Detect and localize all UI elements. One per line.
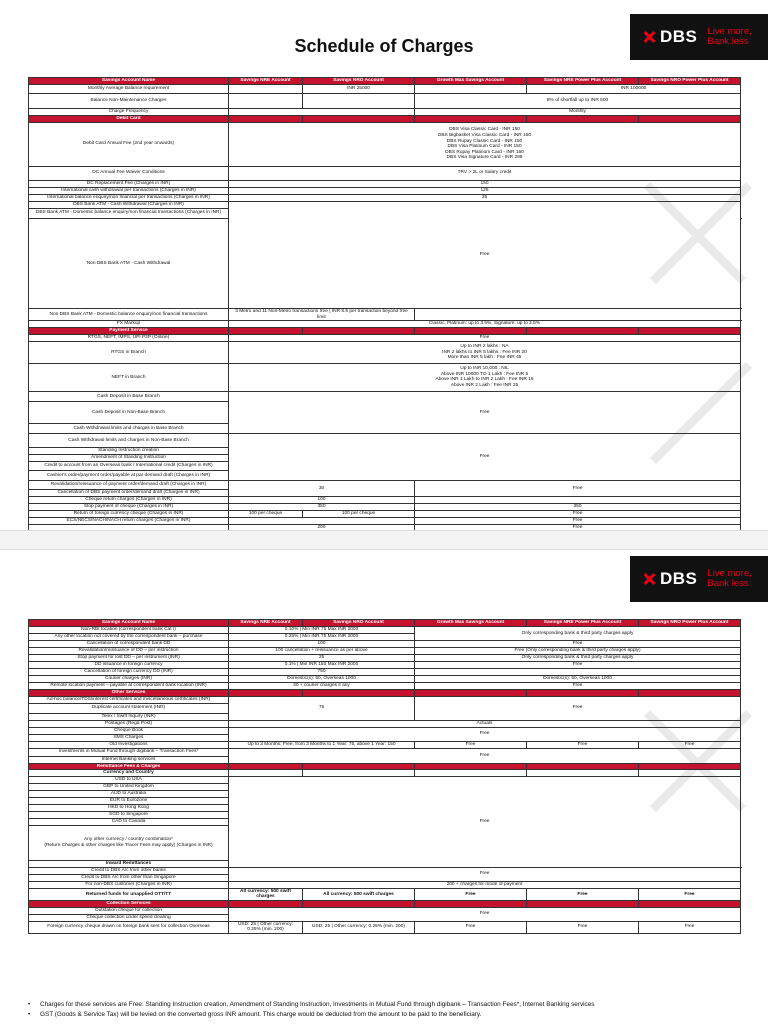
value-cell: Free <box>229 748 741 763</box>
value-cell: Free <box>415 641 741 648</box>
table-row <box>29 720 741 727</box>
column-header: Savings NRE Power Plus Account <box>527 78 639 85</box>
value-cell: Up to 3 Months: Free, from 3 Months to 1 Year: 75, above 1 Year: 150 <box>229 741 415 748</box>
row-label-cell: Internet Banking services <box>29 756 229 763</box>
section-header-row <box>29 116 741 123</box>
value-cell: Free <box>229 334 741 341</box>
row-label-cell: Amendment of Standing Instruction <box>29 454 229 461</box>
row-label-cell: Investments in Mutual Fund through digibank – Transaction Fees* <box>29 748 229 756</box>
row-label-cell: Postages (Regd Post) <box>29 720 229 727</box>
table-row <box>29 867 741 874</box>
value-cell: USD: 25 | Other currency: 0.25% (min. 200) <box>229 921 303 933</box>
value-cell: 30 + courier charges if any <box>229 683 415 690</box>
page-separator <box>0 530 768 550</box>
table-row <box>29 770 741 777</box>
table-row <box>29 683 741 690</box>
value-cell: Free <box>229 777 741 868</box>
value-cell: Up to INR 10,000 : NIL Above INR 10000 TO 1 Lakh : Fee INR 5 Above INR 1 Lakh to INR 2 Lakh : Fee INR 15 Above INR 2 Lakh : Fee INR 25 <box>229 363 741 391</box>
row-label-cell: International balance enquiry/non financial per transactions (Charges in INR) <box>29 194 229 201</box>
section-header-row <box>29 763 741 770</box>
row-label-cell: SGD to Singapore <box>29 812 229 819</box>
value-cell: 25 <box>229 194 741 201</box>
value-cell: 100 <box>229 496 415 503</box>
column-header: Savings NRO Account <box>303 620 415 627</box>
row-label-cell: Non DBS Bank ATM - Domestic balance enquiry/non financial transactions <box>29 309 229 321</box>
value-cell: 8% of shortfall up to INR 500 <box>415 94 741 109</box>
value-cell <box>415 116 527 123</box>
value-cell: Domestic(s): 50, Overseas 1000 <box>415 676 741 683</box>
row-label-cell: Stop payment of cheque (Charges in INR) <box>29 503 229 510</box>
row-label-cell: Stop payment for lost DD – per instrument (INR) <box>29 655 229 662</box>
value-cell: Free <box>415 888 527 900</box>
column-header: Savings Account Name <box>29 78 229 85</box>
table-row <box>29 921 741 933</box>
value-cell <box>229 109 415 116</box>
row-label-cell: Debit Card Annual Fee (2nd year onwards) <box>29 122 229 166</box>
column-header: Savings NRE Power Plus Account <box>527 620 639 627</box>
row-label-cell: International cash withdrawal per transactions (Charges in INR) <box>29 187 229 194</box>
section-header-row <box>29 328 741 335</box>
column-header: Savings NRO Account <box>303 78 415 85</box>
value-cell: 100 cancellation + reissuance as per above <box>229 648 415 655</box>
value-cell <box>639 770 741 777</box>
row-label-cell: DBS Bank ATM - Domestic balance enquiry/non financial transactions (Charges in INR) <box>29 208 229 218</box>
row-label-cell: RTGS in Branch <box>29 341 229 363</box>
value-cell: Free <box>229 727 741 741</box>
charges-table-2 <box>28 619 741 934</box>
row-label-cell: USD to USA <box>29 777 229 784</box>
section-header-row <box>29 900 741 907</box>
row-label-cell: Payment Service <box>29 328 229 335</box>
schedule-page-2 <box>0 548 768 1024</box>
value-cell: 200 <box>229 524 415 531</box>
row-label-cell: Remittance Fees & Charges <box>29 763 229 770</box>
table-row <box>29 321 741 328</box>
row-label-cell: Balance Non-Maintenance Charges <box>29 94 229 109</box>
value-cell: Only corresponding bank & third party charges apply <box>415 627 741 641</box>
value-cell: 25 <box>229 655 415 662</box>
value-cell <box>229 517 415 524</box>
value-cell: TRV > 2L or Salary credit <box>229 166 741 180</box>
table-row <box>29 122 741 166</box>
column-header: Savings NRO Power Plus Account <box>639 620 741 627</box>
row-label-cell: DBS Bank ATM - Cash Withdrawal (Charges in INR) <box>29 201 229 208</box>
row-label-cell: Cheque collection under speed clearing <box>29 914 229 921</box>
row-label-cell: Telex / Swift Inquiry (INR) <box>29 713 229 720</box>
table-row <box>29 341 741 363</box>
row-label-cell: NEFT in Branch <box>29 363 229 391</box>
value-cell: INR 100000 <box>527 85 741 94</box>
value-cell <box>229 116 303 123</box>
value-cell: Free <box>415 741 527 748</box>
table-row <box>29 363 741 391</box>
value-cell <box>303 763 415 770</box>
value-cell: Free <box>527 921 639 933</box>
value-cell <box>415 763 527 770</box>
table-header-row <box>29 78 741 85</box>
table-row <box>29 676 741 683</box>
row-label-cell: Cheque return charges (Charges in INR) <box>29 496 229 503</box>
value-cell: Domestic(s): 50, Overseas 1000 <box>229 676 415 683</box>
row-label-cell: Collection Services <box>29 900 229 907</box>
table-row <box>29 777 741 784</box>
table-row <box>29 201 741 208</box>
value-cell: 75 <box>229 696 415 720</box>
table-row <box>29 669 741 676</box>
value-cell: Free <box>415 510 741 517</box>
value-cell: Free <box>415 921 527 933</box>
row-label-cell: Cancellation of DBS payment order/demand draft (Charges in INR) <box>29 489 229 496</box>
row-label-cell: Cash Withdrawal limits and charges in Non-Base Branch <box>29 433 229 447</box>
value-cell: Free <box>229 391 741 433</box>
row-label-cell: AUD to Australia <box>29 791 229 798</box>
table-row <box>29 648 741 655</box>
value-cell <box>229 690 303 697</box>
value-cell: Free <box>229 907 741 921</box>
value-cell: Only corresponding bank & third party charges apply <box>415 655 741 662</box>
table-row <box>29 741 741 748</box>
value-cell: Free <box>415 524 741 531</box>
value-cell <box>415 690 527 697</box>
value-cell <box>639 763 741 770</box>
value-cell: 125 <box>229 187 741 194</box>
value-cell: Free <box>229 867 741 881</box>
footnotes <box>26 1000 746 1019</box>
row-label-cell: Inward Remittances <box>29 860 229 867</box>
column-header: Savings Account Name <box>29 620 229 627</box>
value-cell: Free <box>415 517 741 524</box>
value-cell: Free <box>639 741 741 748</box>
value-cell <box>229 328 303 335</box>
table-row <box>29 180 741 187</box>
column-header: Growth Max Savings Account <box>415 78 527 85</box>
table-row <box>29 662 741 669</box>
row-label-cell: Debit Card <box>29 116 229 123</box>
footnote: • Charges for these services are Free: Standing Instruction creation, Amendment of Standing Instruction, Investments in Mutual Fund through digibank – Transaction Fees*, Internet Banking services <box>26 1000 746 1010</box>
value-cell <box>639 900 741 907</box>
row-label-cell: FX Markup <box>29 321 229 328</box>
value-cell: Free <box>639 888 741 900</box>
value-cell <box>229 770 303 777</box>
table-row <box>29 503 741 510</box>
table-row <box>29 166 741 180</box>
value-cell: Free <box>639 921 741 933</box>
value-cell: All currency: 500 swift charges <box>303 888 415 900</box>
value-cell: Free (Only corresponding bank & third party charges apply) <box>415 648 741 655</box>
value-cell <box>303 328 415 335</box>
value-cell <box>303 690 415 697</box>
table-row <box>29 881 741 888</box>
value-cell: 100 <box>229 641 415 648</box>
value-cell <box>303 900 415 907</box>
row-label-cell: Revalidation/reissuance of DD – per instruction <box>29 648 229 655</box>
table-row <box>29 696 741 703</box>
table-row <box>29 888 741 900</box>
row-label-cell: SMS Charges <box>29 734 229 741</box>
row-label-cell: GBP to United Kingdom <box>29 784 229 791</box>
footnote: • GST (Goods & Service Tax) will be levied on the converted gross INR amount. This charge would be deducted from the amount to be paid to the beneficiary. <box>26 1010 746 1020</box>
value-cell: 100 per cheque <box>229 510 303 517</box>
value-cell: Free <box>415 662 741 669</box>
row-label-cell: Currency and Country <box>29 770 229 777</box>
row-label-cell: Any other location not covered by the correspondent bank – purchase <box>29 634 229 641</box>
row-label-cell: Duplicate account statement (INR) <box>29 703 229 713</box>
row-label-cell: Return of foreign currency cheque (Charges in INR) <box>29 510 229 517</box>
row-label-cell: Old Investigations <box>29 741 229 748</box>
value-cell <box>415 770 527 777</box>
table-row <box>29 496 741 503</box>
table-header-row <box>29 620 741 627</box>
table-row <box>29 517 741 524</box>
value-cell <box>527 763 639 770</box>
value-cell: Classic, Platinum: up to 3.5%, Signature: up to 2.5% <box>229 321 741 328</box>
value-cell: INR 25000 <box>303 85 415 94</box>
value-cell <box>303 94 415 109</box>
row-label-cell: EUR to Eurozone <box>29 798 229 805</box>
table-row <box>29 510 741 517</box>
row-label-cell: Cancellation of correspondent bank DD <box>29 641 229 648</box>
value-cell <box>639 690 741 697</box>
row-label-cell: Cash Withdrawal limits and charges in Base Branch <box>29 423 229 433</box>
value-cell <box>639 116 741 123</box>
row-label-cell: Remote location payment – payable at correspondent bank location (INR) <box>29 683 229 690</box>
row-label-cell: Cancellation of foreign currency DD (INR) <box>29 669 229 676</box>
value-cell <box>527 770 639 777</box>
value-cell: Free <box>527 888 639 900</box>
row-label-cell: HKD to Hong Kong <box>29 805 229 812</box>
value-cell: DBS Visa Classic Card - INR 150 DBS Bigbasket Visa Classic Card - INR 150 DBS Rupay Classic Card - INR 150 DBS Visa Platinum Card - INR 150 DBS Rupay Platinum Card - INR 150 DBS Visa Signature Card - INR 299 <box>229 122 741 166</box>
table-row <box>29 194 741 201</box>
value-cell <box>415 900 527 907</box>
table-row <box>29 391 741 401</box>
row-label-cell: Cash Deposit in Base Branch <box>29 391 229 401</box>
value-cell: Free <box>229 201 741 309</box>
row-label-cell: Standing Instruction creation <box>29 447 229 454</box>
table-row <box>29 641 741 648</box>
row-label-cell: Non DBS Bank ATM - Cash Withdrawal <box>29 218 229 309</box>
row-label-cell: Cash Deposit in Non-Base Branch <box>29 401 229 423</box>
row-label-cell: Courier charges (INR) <box>29 676 229 683</box>
row-label-cell: Cheque Book <box>29 727 229 734</box>
value-cell: 0.10% | Min INR 75 Max INR 2000 <box>229 627 415 634</box>
dbs-logo: DBS Live more, Bank less <box>630 14 768 60</box>
value-cell: 750 <box>229 669 415 676</box>
value-cell <box>415 328 527 335</box>
row-label-cell: RTGS, NEFT, IMPS, UPI P2P (Online) <box>29 334 229 341</box>
value-cell: 100 per cheque <box>303 510 415 517</box>
value-cell: 350 <box>415 503 741 510</box>
row-label-cell: DC Annual Fee Waiver Conditions <box>29 166 229 180</box>
value-cell: Free <box>415 696 741 720</box>
value-cell <box>303 116 415 123</box>
table-row <box>29 727 741 734</box>
table-row <box>29 907 741 914</box>
value-cell <box>229 763 303 770</box>
row-label-cell: Non-RBI location (correspondent bank Cat I) <box>29 627 229 634</box>
row-label-cell: Monthly Average Balance requirement <box>29 85 229 94</box>
value-cell: Free <box>415 683 741 690</box>
value-cell <box>527 900 639 907</box>
table-row <box>29 309 741 321</box>
row-label-cell: Ad-hoc balance/TDS/interest certificates and miscellaneous certificates (INR) <box>29 696 229 703</box>
row-label-cell: Revalidation/reissuance of payment order/demand draft (Charges in INR) <box>29 480 229 489</box>
table-row <box>29 748 741 756</box>
dbs-logo: DBS Live more, Bank less <box>630 556 768 602</box>
table-row <box>29 334 741 341</box>
value-cell <box>303 770 415 777</box>
value-cell <box>527 328 639 335</box>
value-cell: 0.25% | Min INR 75 Max INR 2000 <box>229 634 415 641</box>
value-cell: All currency: 500 swift charges <box>229 888 303 900</box>
section-header-row <box>29 690 741 697</box>
dbs-star-icon <box>642 572 656 586</box>
value-cell <box>229 85 303 94</box>
table-row <box>29 109 741 116</box>
table-row <box>29 94 741 109</box>
value-cell: 3 Metro and 11 Non-Metro transactions free | INR 8.5 per transaction beyond free limit <box>229 309 415 321</box>
row-label-cell: Returned funds for unapplied OTT/TT <box>29 888 229 900</box>
row-label-cell: Other Services <box>29 690 229 697</box>
value-cell <box>229 900 303 907</box>
value-cell: 350 <box>229 503 415 510</box>
value-cell <box>527 690 639 697</box>
row-label-cell: Foreign currency cheque drawn on foreign bank sent for collection Overseas <box>29 921 229 933</box>
table-row <box>29 480 741 489</box>
value-cell <box>639 328 741 335</box>
value-cell: 200 + charges for mode of payment <box>229 881 741 888</box>
table-row <box>29 187 741 194</box>
table-row <box>29 433 741 447</box>
row-label-cell: Credit to DBS A/c from other banks <box>29 867 229 874</box>
value-cell: Free <box>229 433 741 480</box>
row-label-cell: Any other currency / country combination* (Return Charges & other charges like Tracer Fees may apply) (Charges in INR) <box>29 826 229 861</box>
column-header: Growth Max Savings Account <box>415 620 527 627</box>
value-cell: 150 <box>229 180 741 187</box>
column-header: Savings NRE Account <box>229 78 303 85</box>
value-cell <box>229 94 303 109</box>
row-label-cell: DC Replacement Fee (Charges in INR) <box>29 180 229 187</box>
value-cell: Free <box>527 741 639 748</box>
table-row <box>29 85 741 94</box>
value-cell: 30 <box>229 480 415 496</box>
value-cell <box>415 496 741 503</box>
row-label-cell: Credit to account from an Overseas bank / International credit (Charges in INR) <box>29 461 229 470</box>
value-cell: USD: 25 | Other currency: 0.25% (min. 200) <box>303 921 415 933</box>
row-label-cell: ECS/NECS/NACH/NACH return charges (Charges in INR) <box>29 517 229 524</box>
column-header: Savings NRE Account <box>229 620 303 627</box>
row-label-cell: Outstation cheque for collection <box>29 907 229 914</box>
column-header: Savings NRO Power Plus Account <box>639 78 741 85</box>
row-label-cell: CAD to Canada <box>29 819 229 826</box>
table-row <box>29 655 741 662</box>
row-label-cell: DD issuance in foreign currency <box>29 662 229 669</box>
table-row <box>29 627 741 634</box>
value-cell: Actuals <box>229 720 741 727</box>
charges-table-1 <box>28 77 741 545</box>
row-label-cell: Cashier's order/payment order/payable at par demand draft (Charges in INR) <box>29 470 229 480</box>
value-cell: Up to INR 2 lakhs : NA INR 2 lakhs to INR 5 lakhs : Fee INR 20 More than INR 5 lakh : Fee INR 45 <box>229 341 741 363</box>
row-label-cell: Charge Frequency <box>29 109 229 116</box>
value-cell: Free <box>415 480 741 496</box>
value-cell <box>415 669 741 676</box>
value-cell <box>527 116 639 123</box>
value-cell: Monthly <box>415 109 741 116</box>
value-cell <box>415 85 527 94</box>
row-label-cell: For non-DBS customer (Charges in INR) <box>29 881 229 888</box>
value-cell: 0.1% | Min INR 150 Max INR 2000 <box>229 662 415 669</box>
page-title: Schedule of Charges <box>294 36 474 56</box>
row-label-cell: Credit to DBS A/c from other than Singapore <box>29 874 229 881</box>
